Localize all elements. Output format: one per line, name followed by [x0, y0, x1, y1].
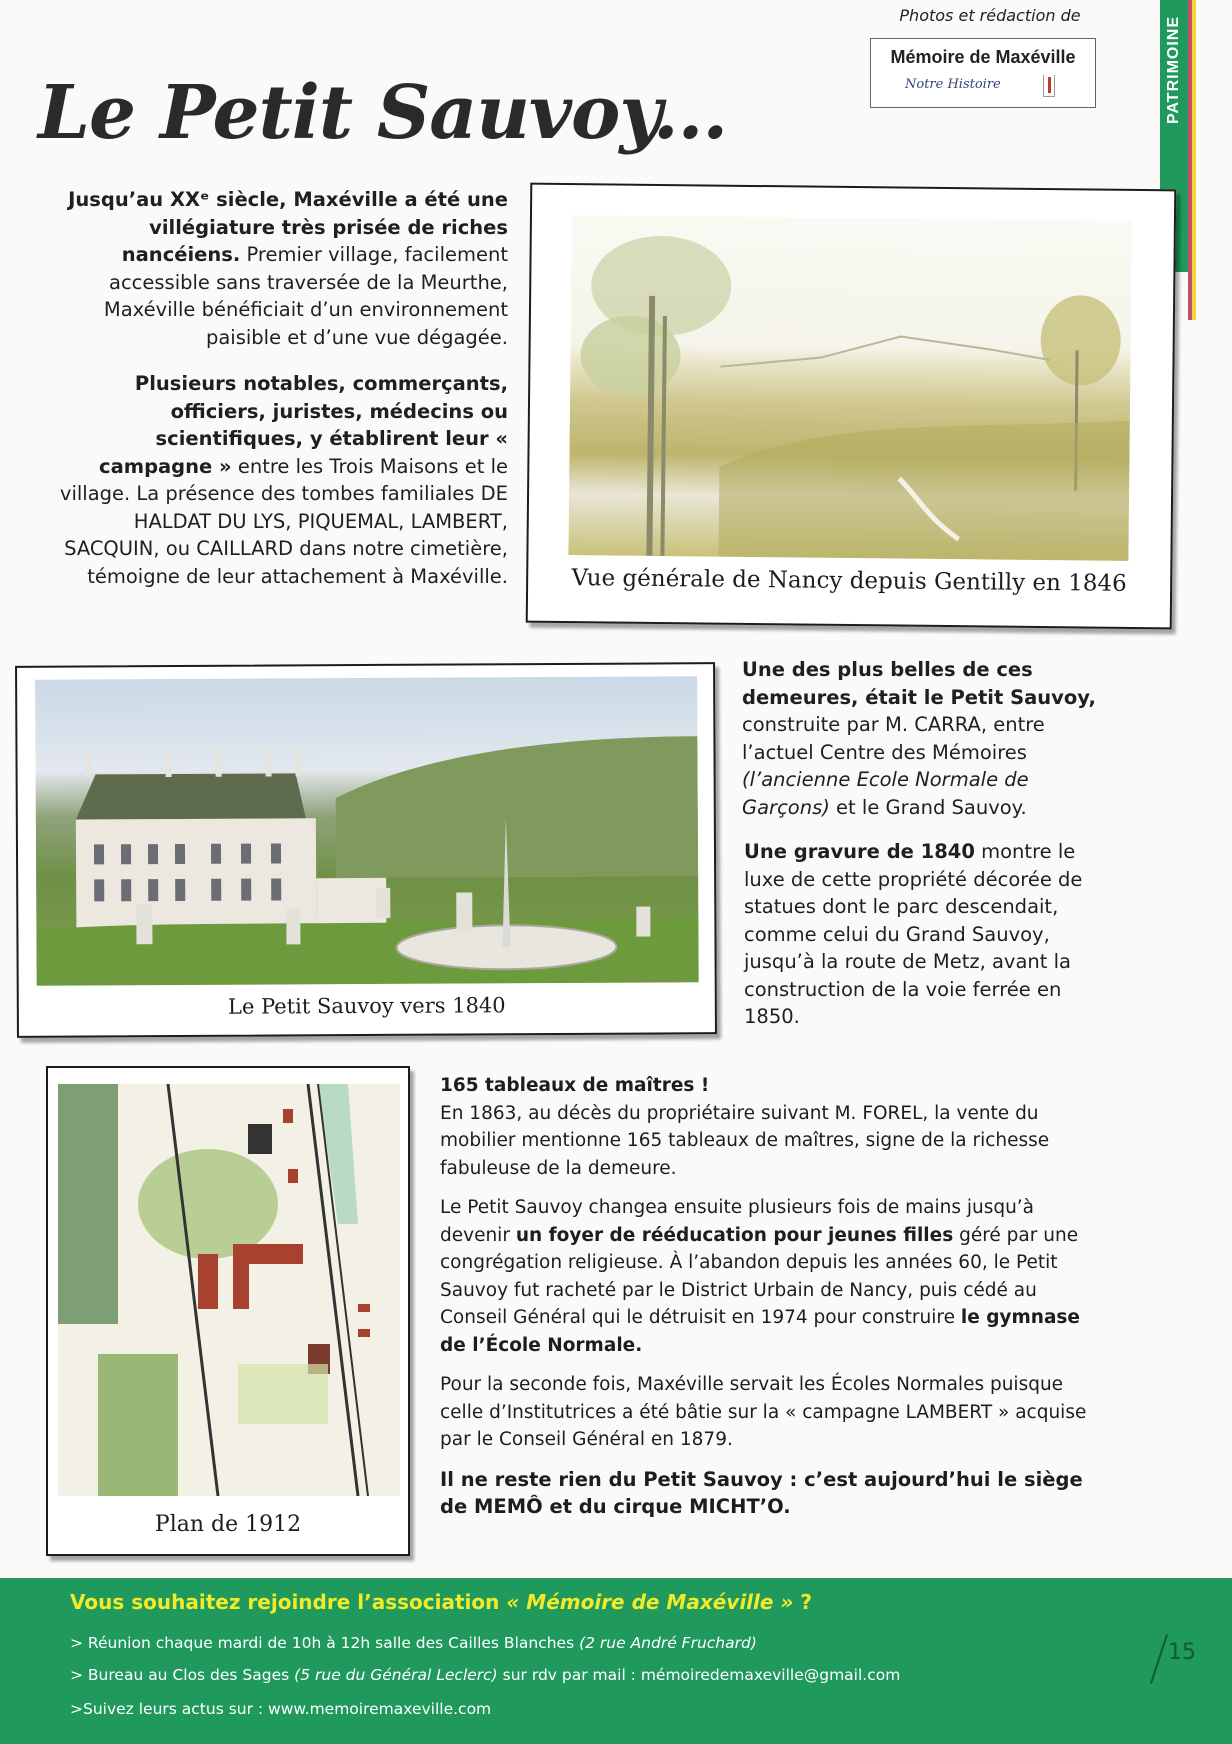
- footer-office-address: (5 rue du Général Leclerc): [294, 1666, 498, 1684]
- landscape-drawing: [568, 215, 1132, 561]
- middle-p1-italic: (l’ancienne Ecole Normale de Garçons): [742, 768, 1029, 819]
- middle-p2-text: montre le luxe de cette propriété décorée de statues dont le parc descendait, comme celui du Grand Sauvoy, jusqu’à la route de Metz, avant la construction de la voie ferrée en 1850.: [744, 840, 1083, 1028]
- logo-title: Mémoire de Maxéville: [890, 47, 1076, 67]
- lower-paragraph-4: Il ne reste rien du Petit Sauvoy : c’est aujourd’hui le siège de MEMÔ et du cirque MICHT’O.: [440, 1467, 1083, 1518]
- intro-p2-bold: Plusieurs notables, commerçants, officiers, juristes, médecins ou scientifiques, y établirent leur « campagne »: [99, 372, 508, 478]
- page-number: 15: [1168, 1640, 1196, 1665]
- lower-p2-bold-2: le gymnase de l’École Normale.: [440, 1307, 1080, 1356]
- section-tab-label: PATRIMOINE: [1165, 15, 1182, 125]
- footer-banner: [0, 1578, 1232, 1744]
- middle-p1-bold: Une des plus belles de ces demeures, était le Petit Sauvoy,: [742, 658, 1096, 709]
- intro-paragraph-1: [52, 186, 508, 351]
- middle-paragraph-2: [744, 838, 1114, 1031]
- page-title: Le Petit Sauvoy...: [38, 70, 728, 156]
- lower-paragraph-2: [440, 1194, 1100, 1359]
- landscape-illustration: [568, 215, 1132, 561]
- lower-p2-text-a: Le Petit Sauvoy changea ensuite plusieurs fois de mains jusqu’à devenir: [440, 1197, 1035, 1246]
- footer-website-link[interactable]: >Suivez leurs actus sur : www.memoiremaxeville.com: [70, 1700, 492, 1718]
- footer-meeting-info: [70, 1634, 757, 1652]
- footer-title-association: « Mémoire de Maxéville »: [506, 1590, 794, 1614]
- photo-frame-view-1846: [526, 183, 1177, 630]
- flag-icon: [1043, 75, 1055, 97]
- photo-caption-view-1846: Vue générale de Nancy depuis Gentilly en 1846: [571, 565, 1127, 597]
- lower-paragraph-1: En 1863, au décès du propriétaire suivant M. FOREL, la vente du mobilier mentionne 165 tableaux de maîtres, signe de la richesse fabuleuse de la demeure.: [440, 1102, 1050, 1179]
- lower-p2-bold-1: un foyer de rééducation pour jeunes filles: [515, 1224, 954, 1246]
- intro-paragraph-2: [40, 370, 508, 590]
- photo-frame-plan-1912: [46, 1066, 410, 1556]
- lower-paragraph-3: Pour la seconde fois, Maxéville servait les Écoles Normales puisque celle d’Institutrices a été bâtie sur la « campagne LAMBERT » acquise par le Conseil Général en 1879.: [440, 1374, 1087, 1450]
- footer-title-end: ?: [793, 1590, 812, 1614]
- map-drawing: [58, 1084, 400, 1496]
- middle-p2-bold: Une gravure de 1840: [744, 840, 975, 863]
- section-heading: 165 tableaux de maîtres !: [440, 1075, 710, 1096]
- logo-subtitle: Notre Histoire: [905, 77, 1001, 92]
- middle-p1-end: et le Grand Sauvoy.: [829, 795, 1027, 819]
- map-illustration: [58, 1084, 400, 1496]
- page-number-slash: [1150, 1634, 1168, 1684]
- footer-meeting-address: (2 rue André Fruchard): [579, 1634, 757, 1652]
- footer-meeting-text: > Réunion chaque mardi de 10h à 12h salle des Cailles Blanches: [70, 1634, 580, 1652]
- photo-frame-petit-sauvoy-1840: [15, 662, 717, 1038]
- footer-office-info: [70, 1666, 900, 1684]
- footer-office-text: > Bureau au Clos des Sages: [70, 1666, 295, 1684]
- intro-p1-bold: Jusqu’au XXᵉ siècle, Maxéville a été une villégiature très prisée de riches nancéiens.: [68, 188, 508, 266]
- association-logo: [870, 38, 1096, 108]
- credit-label: Photos et rédaction de: [899, 6, 1081, 25]
- decorative-stripe-yellow: [1192, 0, 1196, 320]
- house-drawing: [35, 676, 699, 985]
- photo-caption-plan-1912: Plan de 1912: [154, 1512, 302, 1537]
- lower-p2-text-b: géré par une congrégation religieuse. À l’abandon depuis les années 60, le Petit Sauvoy fut racheté par le District Urbain de Nancy, puis cédé au Conseil Général qui le détruisit en 1974 pour construire: [440, 1224, 1079, 1328]
- house-illustration: [35, 676, 699, 985]
- intro-p1-text: Premier village, facilement accessible sans traversée de la Meurthe, Maxéville bénéficiait d’un environnement paisible et d’une vue dégagée.: [103, 243, 508, 349]
- lower-text-block: [440, 1072, 1100, 1521]
- intro-p2-text: entre les Trois Maisons et le village. La présence des tombes familiales DE HALDAT DU LYS, PIQUEMAL, LAMBERT, SACQUIN, ou CAILLARD dans notre cimetière, témoigne de leur attachement à Maxéville.: [59, 454, 508, 588]
- middle-p1-text: construite par M. CARRA, entre l’actuel Centre des Mémoires: [742, 713, 1045, 764]
- footer-email-text[interactable]: sur rdv par mail : mémoiredemaxeville@gmail.com: [497, 1666, 901, 1684]
- middle-paragraph-1: [742, 656, 1112, 821]
- photo-caption-petit-sauvoy-1840: Le Petit Sauvoy vers 1840: [227, 993, 506, 1019]
- footer-title: [70, 1590, 812, 1614]
- footer-title-text: Vous souhaitez rejoindre l’association: [70, 1590, 507, 1614]
